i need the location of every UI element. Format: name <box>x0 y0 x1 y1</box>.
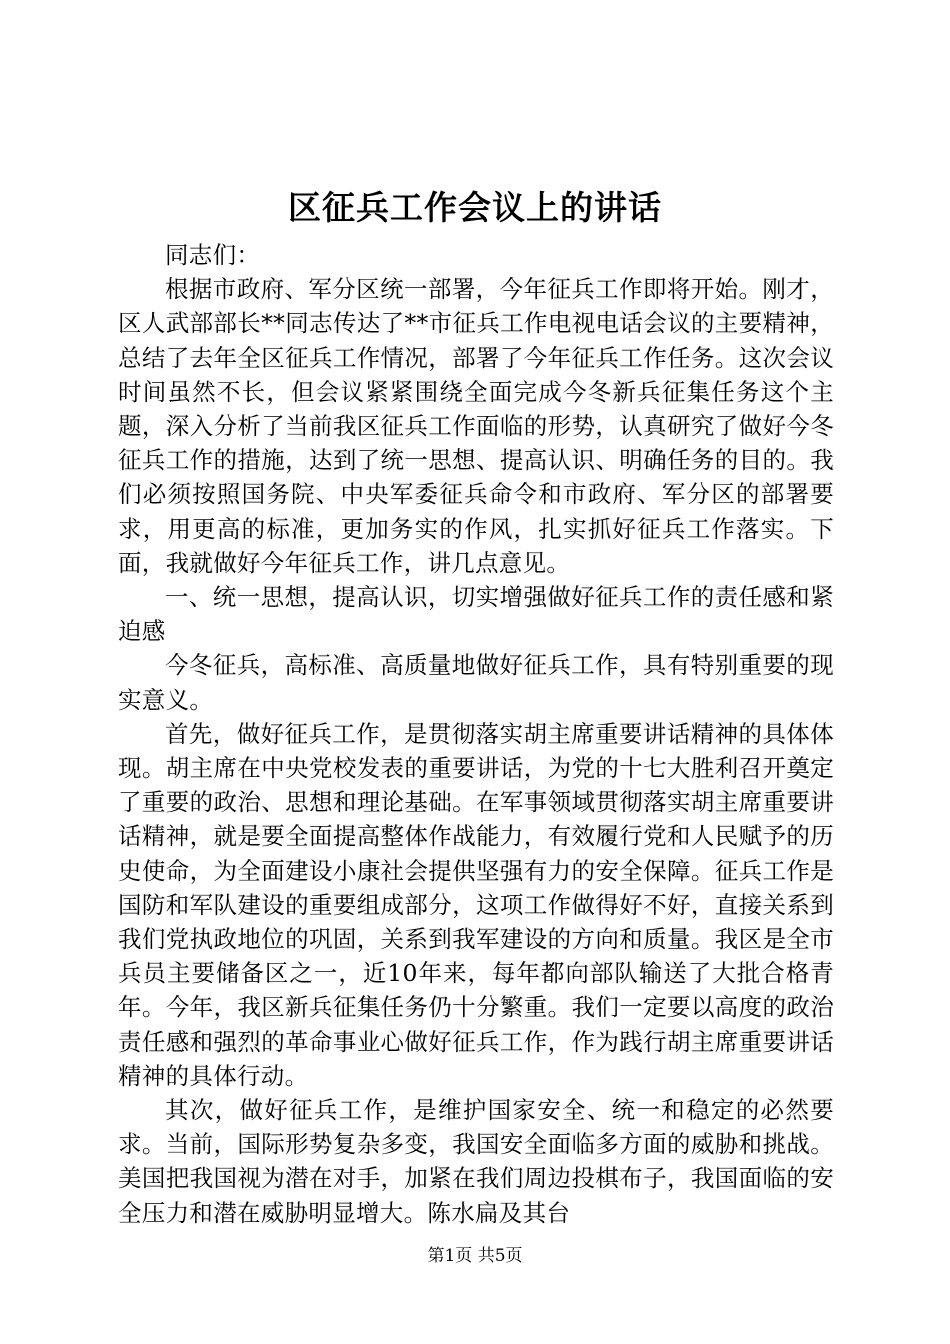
paragraph: 同志们： <box>165 241 261 269</box>
page-footer: 第1页 共5页 <box>427 1246 523 1266</box>
paragraph: 首先，做好征兵工作，是贯彻落实胡主席重要讲话精神的具体体现。胡主席在中央党校发表的重要讲话，为党的十七大胜利召开奠定了重要的政治、思想和理论基础。在军事领域贯彻落实胡主席重要讲话精神，就是要全面提高整体作战能力，有效履行党和人民赋予的历史使命，为全面建设小康社会提供坚强有力的安全保障。征兵工作是国防和军队建设的重要组成部分，这项工作做得好不好，直接关系到我们党执政地位的巩固，关系到我军建设的方向和质量。我区是全市兵员主要储备区之一，近10年来，每年都向部队输送了大批合格青年。今年，我区新兵征集任务仍十分繁重。我们一定要以高度的政治责任感和强烈的革命事业心做好征兵工作，作为践行胡主席重要讲话精神的具体行动。 <box>118 719 834 1090</box>
section-heading: 一、统一思想，提高认识，切实增强做好征兵工作的责任感和紧迫感 <box>118 583 834 646</box>
paragraph: 根据市政府、军分区统一部署，今年征兵工作即将开始。刚才，区人武部部长**同志传达了**市征兵工作电视电话会议的主要精神，总结了去年全区征兵工作情况，部署了今年征兵工作任务。这次会议时间虽然不长，但会议紧紧围绕全面完成今冬新兵征集任务这个主题，深入分析了当前我区征兵工作面临的形势，认真研究了做好今冬征兵工作的措施，达到了统一思想、提高认识、明确任务的目的。我们必须按照国务院、中央军委征兵命令和市政府、军分区的部署要求，用更高的标准，更加务实的作风，扎实抓好征兵工作落实。下面，我就做好今年征兵工作，讲几点意见。 <box>118 275 834 577</box>
paragraph: 其次，做好征兵工作，是维护国家安全、统一和稳定的必然要求。当前，国际形势复杂多变，我国安全面临多方面的威胁和挑战。美国把我国视为潜在对手，加紧在我们周边投棋布子，我国面临的安全压力和潜在威胁明显增大。陈水扁及其台 <box>118 1096 834 1227</box>
paragraph: 今冬征兵，高标准、高质量地做好征兵工作，具有特别重要的现实意义。 <box>118 651 834 714</box>
document-title: 区征兵工作会议上的讲话 <box>288 188 662 227</box>
document-body <box>118 238 834 1230</box>
